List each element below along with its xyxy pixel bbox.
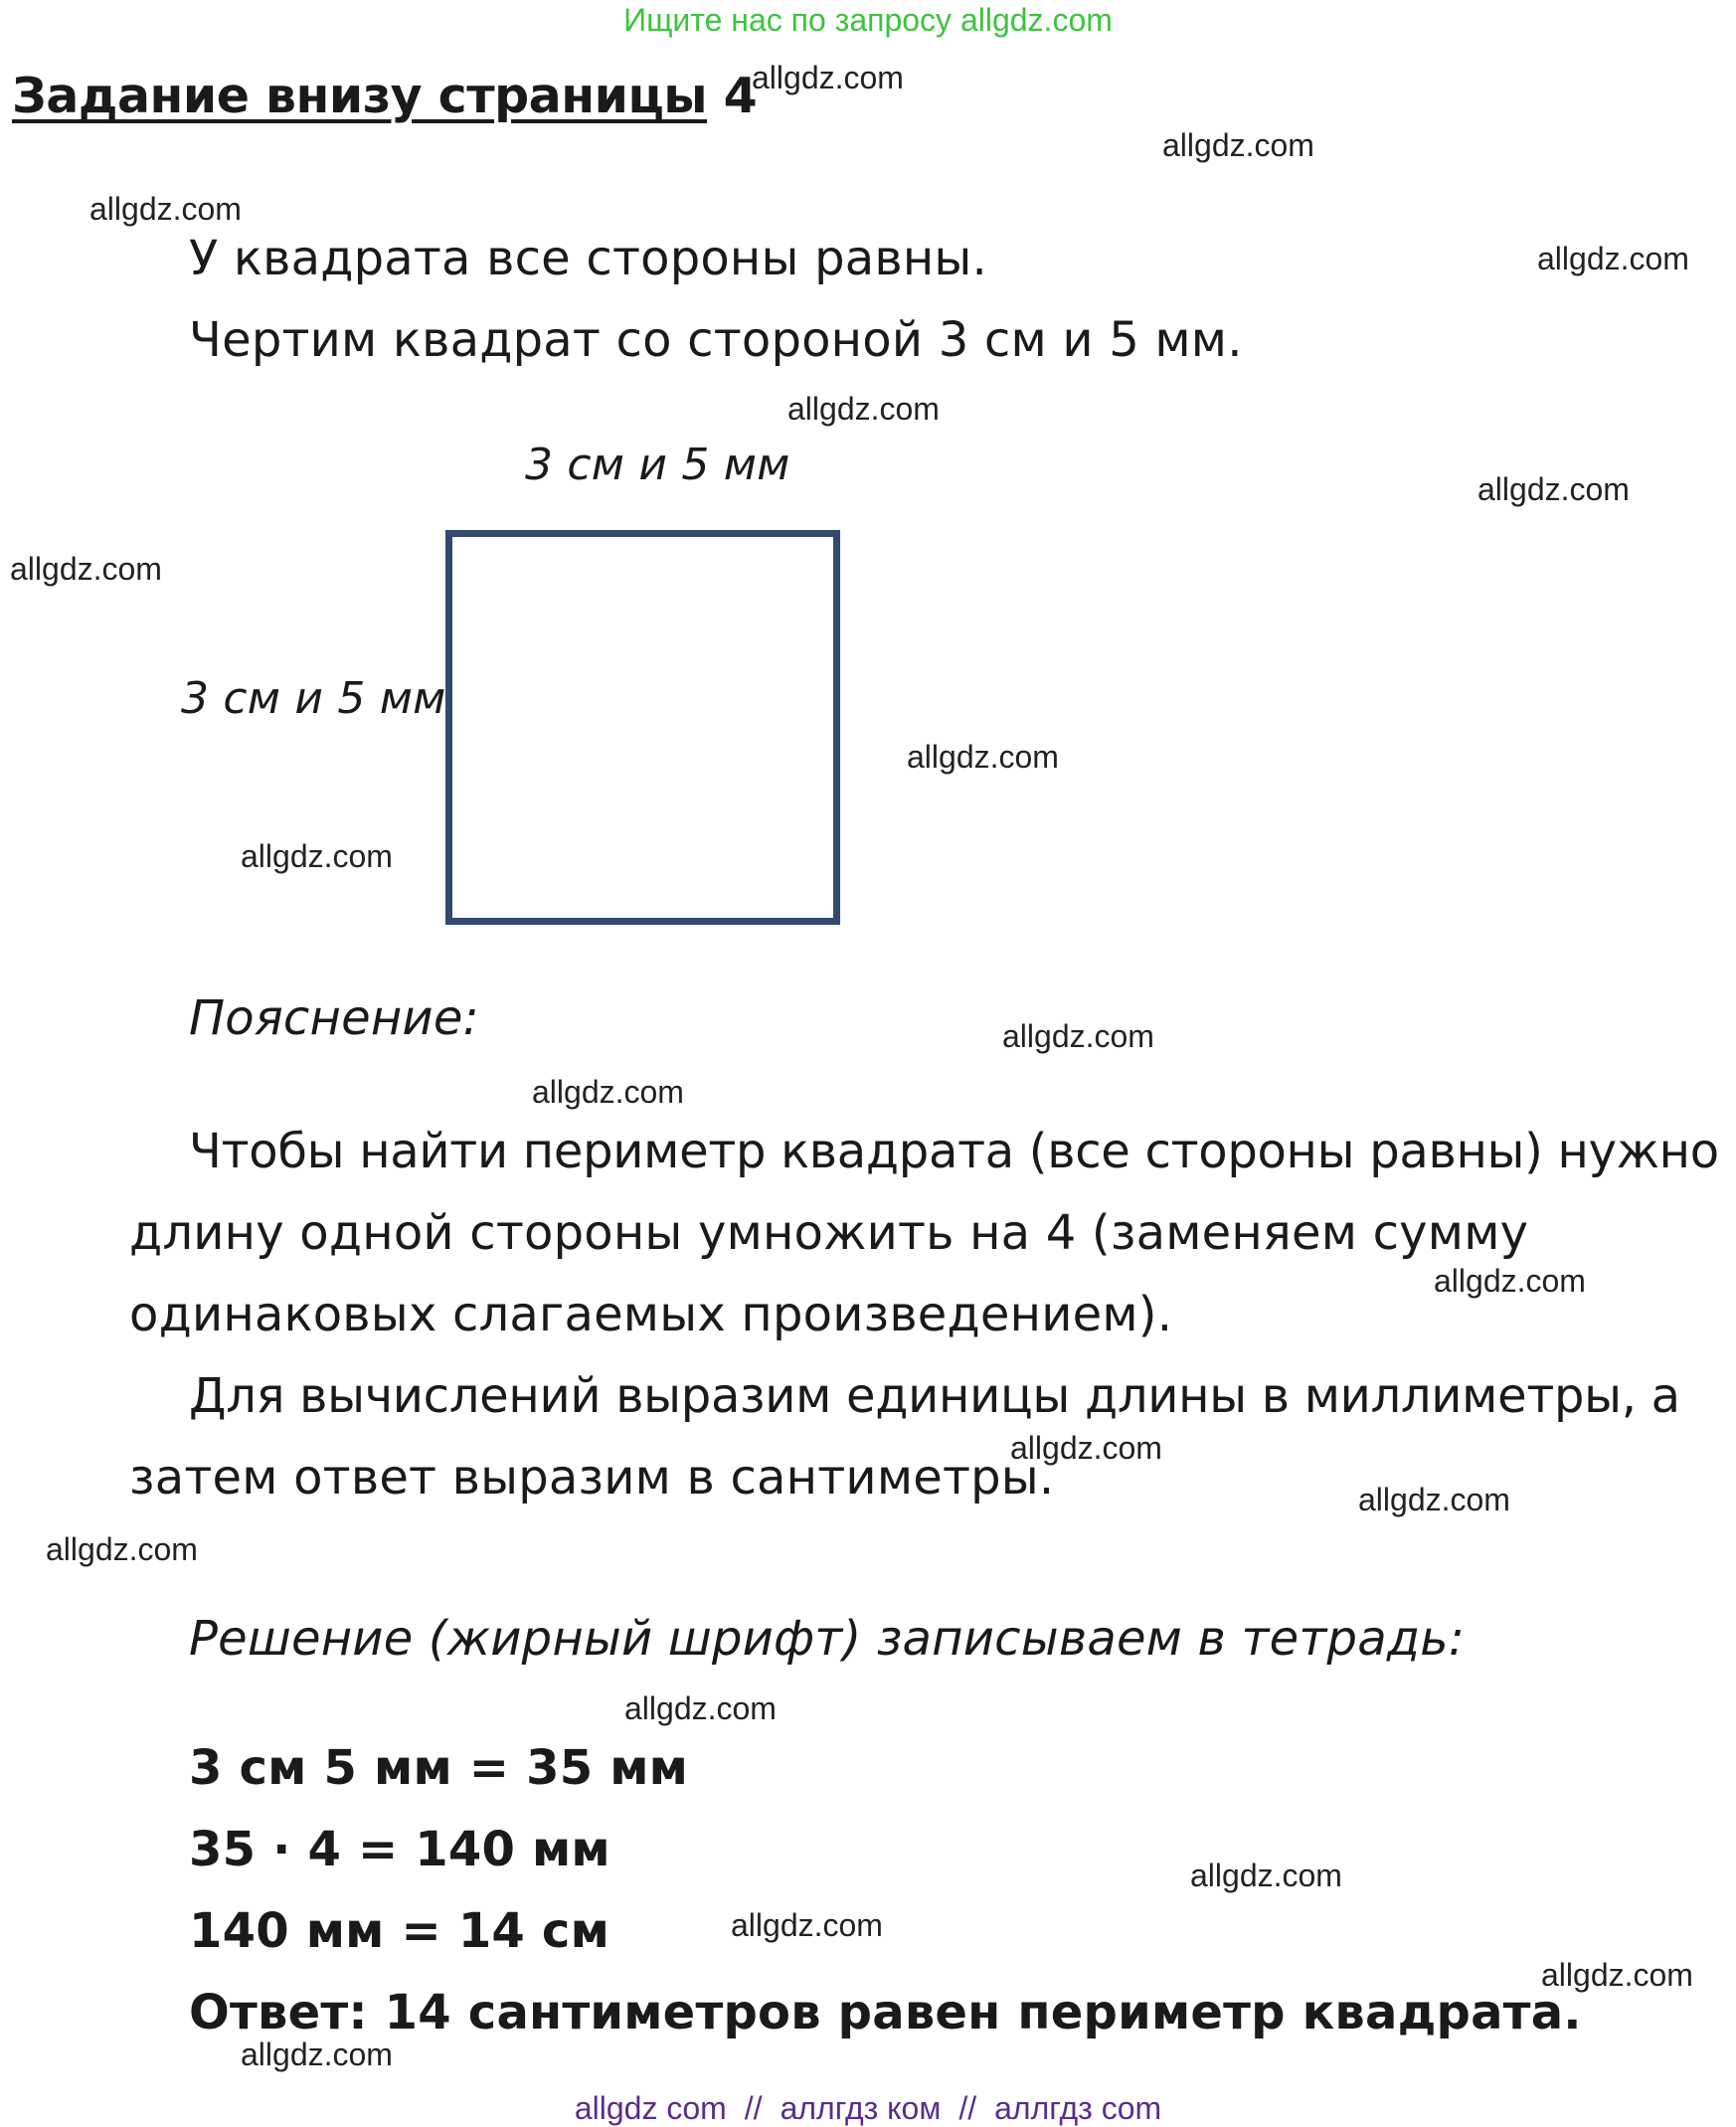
- watermark: allgdz.com: [907, 739, 1059, 775]
- heading-title: Задание внизу страницы: [12, 68, 708, 124]
- explanation-p1-line2: длину одной стороны умножить на 4 (заменяем сумму: [129, 1205, 1529, 1261]
- watermark: allgdz.com: [624, 1690, 777, 1726]
- footer-separator: //: [744, 2090, 763, 2126]
- watermark: allgdz.com: [532, 1074, 684, 1110]
- watermark: allgdz.com: [1477, 471, 1630, 507]
- explanation-heading: Пояснение:: [189, 990, 479, 1046]
- explanation-p1-line1: Чтобы найти периметр квадрата (все стороны равны) нужно: [189, 1124, 1719, 1179]
- watermark: allgdz.com: [1537, 241, 1689, 276]
- watermark: allgdz.com: [1358, 1482, 1510, 1517]
- watermark: allgdz.com: [787, 391, 940, 427]
- figure-side-label: 3 см и 5 мм: [181, 673, 446, 724]
- watermark: allgdz.com: [1434, 1263, 1586, 1299]
- watermark: allgdz.com: [1190, 1858, 1342, 1893]
- solution-step-3: 140 мм = 14 см: [189, 1903, 610, 1959]
- explanation-p2-line2: затем ответ выразим в сантиметры.: [129, 1450, 1055, 1506]
- square-figure: [445, 530, 840, 925]
- solution-answer: Ответ: 14 сантиметров равен периметр квадрата.: [189, 1985, 1582, 2040]
- footer-link-allgdz-ru[interactable]: аллгдз ком: [780, 2090, 942, 2126]
- intro-line-1: У квадрата все стороны равны.: [189, 231, 987, 286]
- page-heading: [12, 68, 757, 124]
- watermark: allgdz.com: [46, 1531, 198, 1567]
- watermark: allgdz.com: [1162, 127, 1314, 163]
- heading-number: 4: [723, 68, 758, 124]
- explanation-p1-line3: одинаковых слагаемых произведением).: [129, 1287, 1173, 1342]
- watermark: allgdz.com: [1002, 1018, 1154, 1054]
- watermark: allgdz.com: [241, 2037, 393, 2072]
- footer-link-allgdz-mixed[interactable]: аллгдз com: [994, 2090, 1162, 2126]
- watermark: allgdz.com: [752, 60, 904, 95]
- top-banner[interactable]: Ищите нас по запросу allgdz.com: [623, 2, 1113, 38]
- figure-top-label: 3 см и 5 мм: [525, 440, 790, 490]
- explanation-p2-line1: Для вычислений выразим единицы длины в миллиметры, а: [189, 1368, 1680, 1424]
- watermark: allgdz.com: [241, 838, 393, 874]
- footer-link-allgdz[interactable]: allgdz com: [574, 2090, 727, 2126]
- watermark: allgdz.com: [1541, 1957, 1693, 1993]
- watermark: allgdz.com: [89, 191, 242, 227]
- solution-heading: Решение (жирный шрифт) записываем в тетрадь:: [189, 1611, 1466, 1667]
- watermark: allgdz.com: [731, 1907, 883, 1943]
- intro-line-2: Чертим квадрат со стороной 3 см и 5 мм.: [189, 312, 1243, 368]
- watermark: allgdz.com: [10, 551, 162, 587]
- solution-step-1: 3 см 5 мм = 35 мм: [189, 1740, 689, 1796]
- footer-separator: //: [958, 2090, 977, 2126]
- footer-links: [0, 2090, 1736, 2127]
- solution-step-2: 35 · 4 = 140 мм: [189, 1822, 610, 1877]
- watermark: allgdz.com: [1010, 1430, 1162, 1466]
